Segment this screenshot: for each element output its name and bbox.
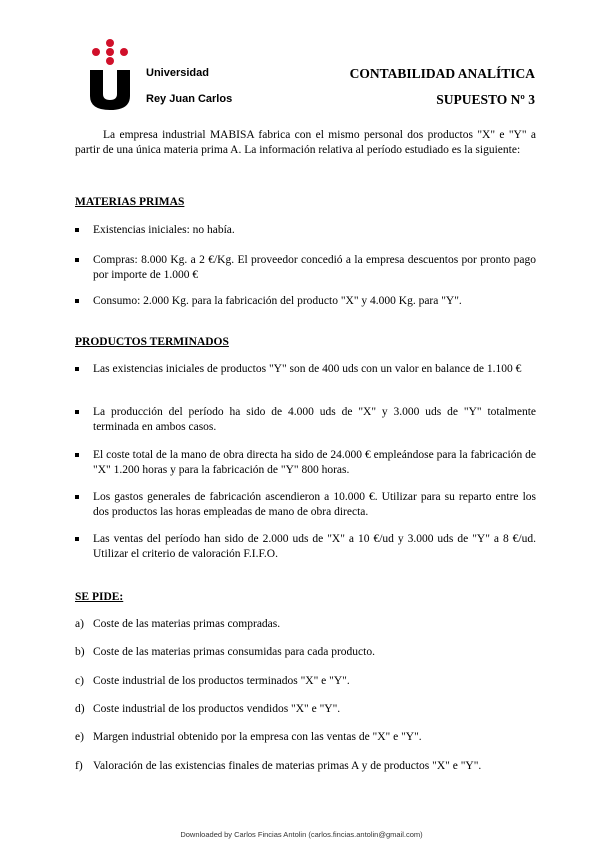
- list-item: Las ventas del período han sido de 2.000 uds de "X" a 10 €/ud y 3.000 uds de "Y" a 8 €/ud. Utilizar el criterio de valoración F.I.F.O.: [75, 532, 536, 562]
- exercise-number: SUPUESTO Nº 3: [436, 92, 535, 107]
- logo-dot: [106, 57, 114, 65]
- question-item: f) Valoración de las existencias finales de materias primas A y de productos "X" e "Y".: [75, 760, 482, 772]
- question-item: d) Coste industrial de los productos vendidos "X" e "Y".: [75, 703, 341, 715]
- logo-dot: [106, 39, 114, 47]
- bullet-icon: [75, 495, 79, 499]
- bullet-icon: [75, 410, 79, 414]
- list-item: El coste total de la mano de obra directa ha sido de 24.000 € empleándose para la fabricación de "X" 1.200 horas y para la fabricación de "Y" 800 horas.: [75, 448, 536, 478]
- university-name-line1: Universidad: [146, 67, 209, 79]
- list-item: Existencias iniciales: no había.: [75, 223, 536, 238]
- bullet-icon: [75, 228, 79, 232]
- list-item: Compras: 8.000 Kg. a 2 €/Kg. El proveedor concedió a la empresa descuentos por pronto pago por importe de 1.000 €: [75, 253, 536, 283]
- question-item: c) Coste industrial de los productos terminados "X" e "Y".: [75, 675, 350, 687]
- section-materias-primas: MATERIAS PRIMAS: [75, 196, 185, 208]
- list-item: Los gastos generales de fabricación ascendieron a 10.000 €. Utilizar para su reparto entre los dos productos las horas empleadas de mano de obra directa.: [75, 490, 536, 520]
- download-footer: Downloaded by Carlos Fincias Antolin (carlos.fincias.antolin@gmail.com): [180, 830, 423, 839]
- logo-dot: [120, 48, 128, 56]
- course-title: CONTABILIDAD ANALÍTICA: [349, 66, 535, 81]
- bullet-icon: [75, 537, 79, 541]
- bullet-icon: [75, 258, 79, 262]
- intro-paragraph: La empresa industrial MABISA fabrica con el mismo personal dos productos "X" e "Y" a partir de una única materia prima A. La información relativa al período estudiado es la siguiente:: [75, 129, 536, 156]
- university-logo: [88, 38, 132, 110]
- logo-dot: [92, 48, 100, 56]
- section-se-pide: SE PIDE:: [75, 591, 124, 603]
- section-productos-terminados: PRODUCTOS TERMINADOS: [75, 336, 229, 348]
- logo-dot: [106, 48, 114, 56]
- bullet-icon: [75, 367, 79, 371]
- question-item: b) Coste de las materias primas consumidas para cada producto.: [75, 646, 375, 658]
- question-item: a) Coste de las materias primas compradas.: [75, 618, 281, 630]
- bullet-icon: [75, 299, 79, 303]
- list-item: Consumo: 2.000 Kg. para la fabricación del producto "X" y 4.000 Kg. para "Y".: [75, 294, 536, 309]
- university-name-line2: Rey Juan Carlos: [146, 93, 233, 105]
- question-item: e) Margen industrial obtenido por la empresa con las ventas de "X" e "Y".: [75, 731, 422, 743]
- logo-u-shape: [90, 70, 130, 110]
- list-item: La producción del período ha sido de 4.000 uds de "X" y 3.000 uds de "Y" totalmente terminada en ambos casos.: [75, 405, 536, 435]
- bullet-icon: [75, 453, 79, 457]
- list-item: Las existencias iniciales de productos "Y" son de 400 uds con un valor en balance de 1.100 €: [75, 362, 536, 377]
